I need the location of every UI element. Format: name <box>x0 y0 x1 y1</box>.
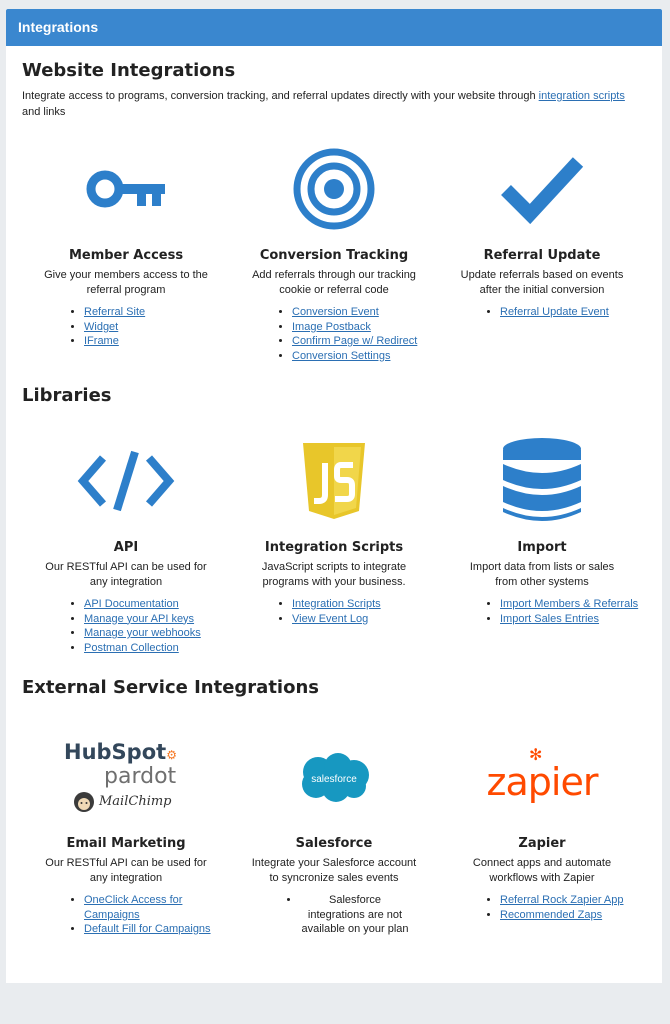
card-title: Import <box>517 540 567 555</box>
link-list <box>70 893 230 937</box>
import-members-referrals-link[interactable]: Import Members & Referrals <box>500 598 639 610</box>
section-title-libraries: Libraries <box>22 385 112 406</box>
card-member-access <box>22 140 230 363</box>
recommended-zaps-link[interactable]: Recommended Zaps <box>500 908 603 921</box>
referral-rock-zapier-app-link[interactable]: Referral Rock Zapier App <box>500 894 624 906</box>
libraries-cards <box>22 432 646 655</box>
intro-text-end: and links <box>22 106 66 118</box>
manage-webhooks-link[interactable]: Manage your webhooks <box>84 627 201 639</box>
confirm-page-redirect-link[interactable]: Confirm Page w/ Redirect <box>292 335 418 347</box>
card-description: Import data from lists or sales from other systems <box>469 561 615 588</box>
view-event-log-link[interactable]: View Event Log <box>292 612 369 625</box>
section-title-website: Website Integrations <box>22 60 236 81</box>
default-fill-campaigns-link[interactable]: Default Fill for Campaigns <box>84 923 211 935</box>
card-zapier <box>438 728 646 937</box>
note-list <box>286 893 410 937</box>
card-referral-update <box>438 140 646 363</box>
card-description: Add referrals through our tracking cookie or referral code <box>252 269 416 296</box>
link-list <box>70 597 230 655</box>
intro-text: Integrate access to programs, conversion tracking, and referral updates directly with your website through <box>22 90 539 102</box>
card-email-marketing <box>22 728 230 937</box>
card-description: JavaScript scripts to integrate programs with your business. <box>261 561 407 588</box>
integration-scripts-link[interactable]: integration scripts <box>538 90 625 102</box>
card-title: Email Marketing <box>66 836 186 851</box>
card-title: API <box>113 540 139 555</box>
integrations-panel <box>6 9 662 983</box>
card-salesforce <box>230 728 438 937</box>
link-list <box>486 597 646 626</box>
integration-scripts-card-link[interactable]: Integration Scripts <box>292 598 381 610</box>
mailchimp-logo <box>64 790 172 814</box>
checkmark-icon <box>438 140 646 238</box>
api-documentation-link[interactable]: API Documentation <box>84 598 179 610</box>
external-cards <box>22 728 646 937</box>
manage-api-keys-link[interactable]: Manage your API keys <box>84 612 195 625</box>
target-icon <box>230 140 438 238</box>
card-description: Our RESTful API can be used for any integration <box>45 561 207 588</box>
website-cards <box>22 140 646 363</box>
card-title: Member Access <box>68 248 184 263</box>
link-list <box>278 305 438 363</box>
card-description: Update referrals based on events after the initial conversion <box>460 269 624 296</box>
section-title-external: External Service Integrations <box>22 677 319 698</box>
conversion-settings-link[interactable]: Conversion Settings <box>292 349 391 362</box>
import-sales-entries-link[interactable]: Import Sales Entries <box>500 612 600 625</box>
database-icon <box>438 432 646 530</box>
email-logos <box>22 728 230 826</box>
card-title: Conversion Tracking <box>259 248 409 263</box>
conversion-event-link[interactable]: Conversion Event <box>292 306 379 318</box>
card-title: Salesforce <box>295 836 373 851</box>
card-title: Referral Update <box>483 248 601 263</box>
link-list <box>486 893 646 922</box>
card-import <box>438 432 646 655</box>
mailchimp-logo-text: MailChimp <box>99 794 172 809</box>
salesforce-logo <box>230 728 438 826</box>
key-icon <box>22 140 230 238</box>
panel-header: Integrations <box>6 9 662 46</box>
card-title: Integration Scripts <box>264 540 404 555</box>
card-title: Zapier <box>518 836 566 851</box>
image-postback-link[interactable]: Image Postback <box>292 320 371 333</box>
card-description: Connect apps and automate workflows with Zapier <box>472 857 612 884</box>
mailchimp-freddie-icon <box>72 790 96 814</box>
referral-update-event-link[interactable]: Referral Update Event <box>500 306 609 318</box>
javascript-icon <box>230 432 438 530</box>
salesforce-plan-note: • Salesforce integrations are not available on your plan <box>300 893 410 937</box>
referral-site-link[interactable]: Referral Site <box>84 306 146 318</box>
zapier-logo <box>438 728 646 826</box>
link-list <box>278 597 438 626</box>
zapier-asterisk-icon: ✻ <box>529 747 543 764</box>
widget-link[interactable]: Widget <box>84 320 119 333</box>
postman-collection-link[interactable]: Postman Collection <box>84 641 179 654</box>
card-conversion-tracking <box>230 140 438 363</box>
salesforce-logo-text: salesforce <box>311 774 357 785</box>
card-description: Our RESTful API can be used for any integration <box>45 857 207 884</box>
hubspot-logo <box>64 741 177 766</box>
website-intro <box>22 88 646 120</box>
link-list <box>70 305 230 349</box>
card-description: Give your members access to the referral program <box>44 269 208 296</box>
zapier-logo-text: zapier <box>486 760 598 804</box>
iframe-link[interactable]: IFrame <box>84 335 119 347</box>
card-api <box>22 432 230 655</box>
card-description: Integrate your Salesforce account to syncronize sales events <box>251 857 417 884</box>
oneclick-access-campaigns-link[interactable]: OneClick Access for Campaigns <box>84 894 183 921</box>
code-icon <box>22 432 230 530</box>
hubspot-sprocket-icon: ⚙ <box>166 747 177 762</box>
link-list <box>486 305 646 320</box>
card-integration-scripts <box>230 432 438 655</box>
hubspot-logo-text: HubSpot <box>64 739 167 764</box>
pardot-logo: pardot <box>104 763 177 789</box>
panel-content <box>6 60 662 937</box>
